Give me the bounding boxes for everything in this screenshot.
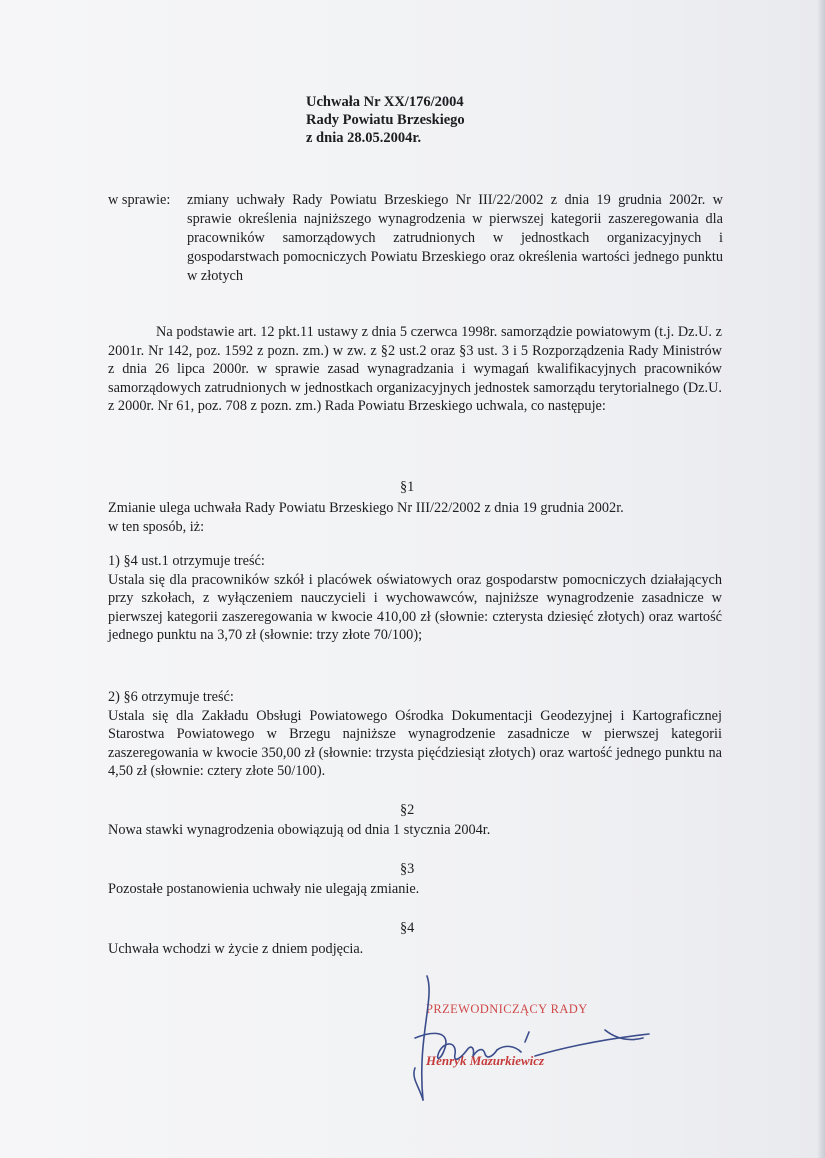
section-4-text: Uchwała wchodzi w życie z dniem podjęcia. [108, 941, 364, 957]
resolution-number: Uchwała Nr XX/176/2004 [306, 94, 464, 110]
council-name: Rady Powiatu Brzeskiego [306, 112, 465, 128]
handwritten-signature [405, 968, 665, 1108]
section-1-line1: Zmianie ulega uchwała Rady Powiatu Brzeskiego Nr III/22/2002 z dnia 19 grudnia 2002r. [108, 500, 624, 516]
subject-text: zmiany uchwały Rady Powiatu Brzeskiego Nr III/22/2002 z dnia 19 grudnia 2002r. w sprawie określenia najniższego wynagrodzenia w pierwszej kategorii zaszeregowania dla pracowników samorządowych zatrudnionych w jednostkach organizacyjnych i gospodarstwach pomocniczych Powiatu Brzeskiego oraz określenia wartości jednego punktu w złotych [187, 192, 723, 284]
legal-basis-paragraph: Na podstawie art. 12 pkt.11 ustawy z dnia 5 czerwca 1998r. samorządzie powiatowym (t.j. Dz.U. z 2001r. Nr 142, poz. 1592 z pozn. zm.) w zw. z §2 ust.2 oraz §3 ust. 3 i 5 Rozporządzenia Rady Ministrów z dnia 26 lipca 2000r. w sprawie zasad wynagradzania i wymagań kwalifikacyjnych pracowników samorządowych zatrudnionych w jednostkach organizacyjnych jednostek samorządu terytorialnego (Dz.U. z 2000r. Nr 61, poz. 708 z pozn. zm.) Rada Powiatu Brzeskiego uchwala, co następuje: [108, 324, 722, 415]
section-1-item-2 [108, 688, 722, 781]
section-1-text [108, 499, 722, 536]
item-1-text: Ustala się dla pracowników szkół i placówek oświatowych oraz gospodarstw pomocniczych działających przy szkołach, z wyłączeniem nauczycieli i wychowawców, najniższe wynagrodzenie zasadnicze w pierwszej kategorii zaszeregowania w kwocie 410,00 zł (słownie: czterysta dziesięć złotych) oraz wartość jednego punktu na 3,70 zł (słownie: trzy złote 70/100); [108, 571, 722, 644]
page-edge-shadow [817, 0, 825, 1158]
section-2-heading: §2 [400, 802, 415, 818]
subject-label: w sprawie: [108, 192, 171, 208]
section-3-heading: §3 [400, 861, 415, 877]
chairman-stamp-title: PRZEWODNICZĄCY RADY [426, 1002, 588, 1016]
item-2-heading: 2) §6 otrzymuje treść: [108, 689, 234, 705]
resolution-date: z dnia 28.05.2004r. [306, 130, 422, 146]
section-2-text: Nowa stawki wynagrodzenia obowiązują od dnia 1 stycznia 2004r. [108, 822, 491, 838]
section-3-text: Pozostałe postanowienia uchwały nie ulegają zmianie. [108, 881, 420, 897]
item-1-heading: 1) §4 ust.1 otrzymuje treść: [108, 553, 265, 569]
section-1-heading: §1 [400, 479, 415, 495]
section-1-line2: w ten sposób, iż: [108, 518, 205, 535]
section-4-heading: §4 [400, 920, 415, 936]
section-1-item-1 [108, 552, 722, 645]
item-2-text: Ustala się dla Zakładu Obsługi Powiatowego Ośrodka Dokumentacji Geodezyjnej i Kartograficznej Starostwa Powiatowego w Brzegu najniższe wynagrodzenie zasadnicze w pierwszej kategorii zaszeregowania w kwocie 350,00 zł (słownie: trzysta pięćdziesiąt złotych) oraz wartość jednego punktu na 4,50 zł (słownie: cztery złote 50/100). [108, 707, 722, 780]
chairman-stamp-name: Henryk Mazurkiewicz [426, 1053, 545, 1068]
resolution-header [306, 93, 465, 147]
subject-block [108, 191, 723, 286]
